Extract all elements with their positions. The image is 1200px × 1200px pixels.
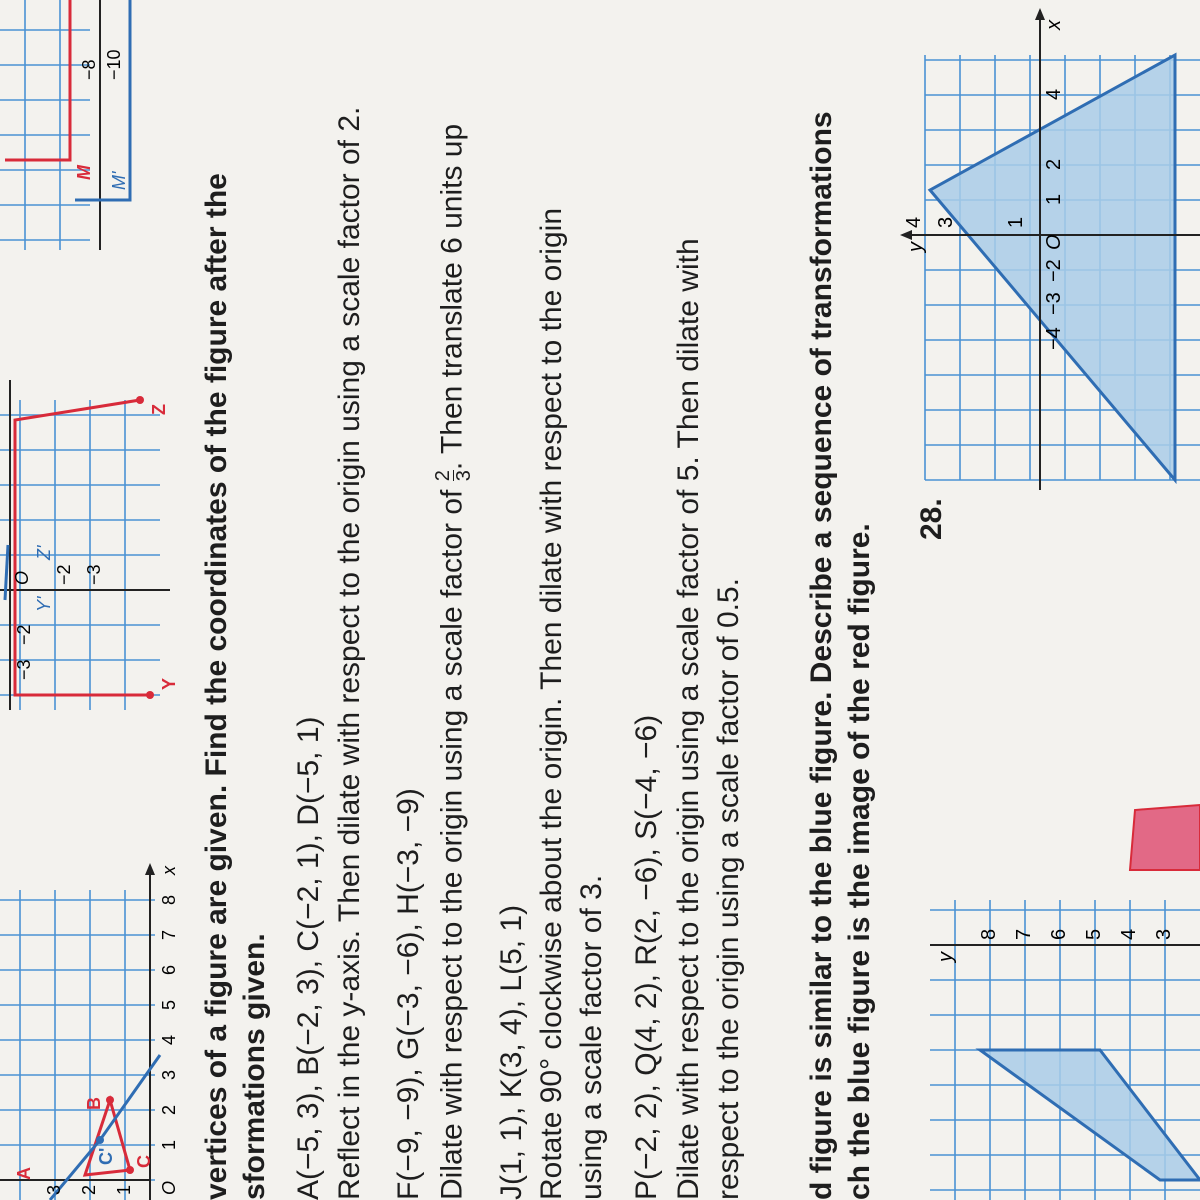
fig-left-point-Cprime (96, 1136, 104, 1144)
ex28-x-arrow (1035, 8, 1045, 20)
exercise-text: Rotate 90° clockwise about the origin. Then dilate with respect to the origin (535, 207, 568, 1200)
fig-middle-origin: O (12, 570, 32, 585)
fig-left-x-tick: 5 (159, 999, 179, 1010)
instructions-line-2: sformations given. (238, 933, 271, 1200)
fig-right-label-Mprime: M' (109, 171, 129, 190)
bl-y-tick: 6 (1048, 928, 1070, 940)
fig-left-point-B (106, 1096, 114, 1104)
ex28-x-label: x (1043, 20, 1065, 30)
fraction (433, 470, 474, 481)
fig-left-x-tick: 4 (159, 1034, 179, 1045)
ex28-x-tick: −2 (1043, 259, 1065, 282)
fig-left-x-tick: 3 (159, 1069, 179, 1080)
ex28-x-tick: −3 (1043, 292, 1065, 315)
ex28-x-tick: −4 (1043, 327, 1065, 350)
ex28-y-tick: 1 (1005, 216, 1027, 228)
fig-right-grid (0, 0, 90, 250)
fig-middle-label-Yprime: Y' (34, 596, 54, 612)
top-figures-strip (0, 0, 200, 1200)
exercise-text: Dilate with respect to the origin using a scale factor of 5. Then dilate with (672, 238, 705, 1200)
fig-left-label-Cprime: C' (96, 1147, 116, 1165)
fig-middle-label-Y: Y (159, 677, 179, 690)
fig-right-labels (74, 49, 129, 190)
fig-middle-label-Zprime: Z' (34, 545, 54, 560)
fraction-denominator: 3 (453, 470, 475, 482)
ex28-x-tick: 4 (1043, 88, 1065, 100)
bl-labels (935, 929, 1175, 964)
fig-middle-x-tick: −3 (14, 659, 34, 680)
exercise-text-with-fraction (433, 124, 474, 1200)
fig-middle-blue-shape (5, 545, 8, 600)
fig-left-label-A: A (14, 1167, 34, 1180)
exercise-text-before: Dilate with respect to the origin using a scale factor of (435, 489, 469, 1200)
exercise-28-number: 28. (915, 498, 948, 540)
exercise-vertices: J(1, 1), K(3, 4), L(5, 1) (495, 904, 528, 1200)
fig-middle-labels (12, 404, 179, 690)
bl-blue-parallelogram (980, 1050, 1200, 1180)
fig-middle-point-Z (136, 396, 144, 404)
bl-y-tick: 3 (1153, 928, 1175, 940)
bl-y-tick: 5 (1083, 928, 1105, 940)
bl-y-label: y (935, 952, 957, 962)
fig-middle-x-tick: −2 (14, 624, 34, 645)
instructions-line-1: vertices of a figure are given. Find the coordinates of the figure after the (200, 173, 233, 1200)
fig-middle-point-Y (146, 691, 154, 699)
exercise-vertices: F(−9, −9), G(−3, −6), H(−3, −9) (392, 788, 425, 1200)
fig-left-blue-line (50, 1055, 160, 1200)
ex28-y-tick: 3 (935, 216, 957, 228)
fig-left-y-tick: 2 (79, 1184, 99, 1195)
fig-left-y-tick: 1 (114, 1184, 134, 1195)
fig-right-tick: −10 (104, 49, 124, 80)
fig-left-point-C (126, 1166, 134, 1174)
fig-middle-y-tick: −3 (84, 564, 104, 585)
fig-left-y-tick: 3 (44, 1184, 64, 1195)
bl-red-shape (1130, 805, 1200, 870)
fig-left-grid (0, 890, 155, 1200)
fig-left-x-tick: 6 (159, 964, 179, 975)
fig-middle-y-tick: −2 (54, 564, 74, 585)
fig-left-x-tick: 8 (159, 894, 179, 905)
section2-line-2: ch the blue figure is the image of the red figure. (843, 523, 876, 1200)
bl-y-tick: 7 (1013, 928, 1035, 940)
fig-middle-label-Z: Z (149, 404, 169, 415)
bottom-left-figure (930, 680, 1200, 1200)
fig-right-tick: −8 (79, 59, 99, 80)
fig-left-label-B: B (84, 1097, 104, 1110)
ex28-x-tick: 1 (1043, 193, 1065, 205)
ex28-origin: O (1043, 234, 1065, 250)
fig-left-x-tick: 2 (159, 1104, 179, 1115)
exercise-text-continued: using a scale factor of 3. (575, 874, 608, 1200)
exercise-text: Reflect in the y-axis. Then dilate with respect to the origin using a scale factor of 2. (333, 106, 366, 1200)
fraction-numerator: 2 (432, 470, 454, 482)
fig-left-label-C: C (134, 1155, 154, 1168)
ex28-y-tick: 4 (903, 216, 925, 228)
fig-left-origin: O (159, 1180, 179, 1195)
fig-left-x-tick: 1 (159, 1139, 179, 1150)
section2-line-1: d figure is similar to the blue figure. Describe a sequence of transformations (805, 111, 838, 1200)
ex28-y-label: y (905, 242, 927, 252)
bl-y-tick: 4 (1118, 928, 1140, 940)
exercise-text-continued: respect to the origin using a scale factor of 0.5. (712, 577, 745, 1200)
exercise-text-after: . Then translate 6 units up (435, 123, 469, 471)
exercise-28-graph (900, 0, 1200, 500)
bl-y-tick: 8 (978, 928, 1000, 940)
fig-left-x-arrow (145, 863, 155, 875)
ex28-x-tick: 2 (1043, 158, 1065, 170)
exercise-vertices: A(−5, 3), B(−2, 3), C(−2, 1), D(−5, 1) (292, 716, 325, 1200)
fig-left-x-label: x (159, 866, 179, 875)
ex28-y-arrow (900, 230, 912, 240)
fig-right-label-M: M (74, 165, 94, 180)
exercise-vertices: P(−2, 2), Q(4, 2), R(2, −6), S(−4, −6) (630, 714, 663, 1200)
fig-left-x-tick: 7 (159, 929, 179, 940)
